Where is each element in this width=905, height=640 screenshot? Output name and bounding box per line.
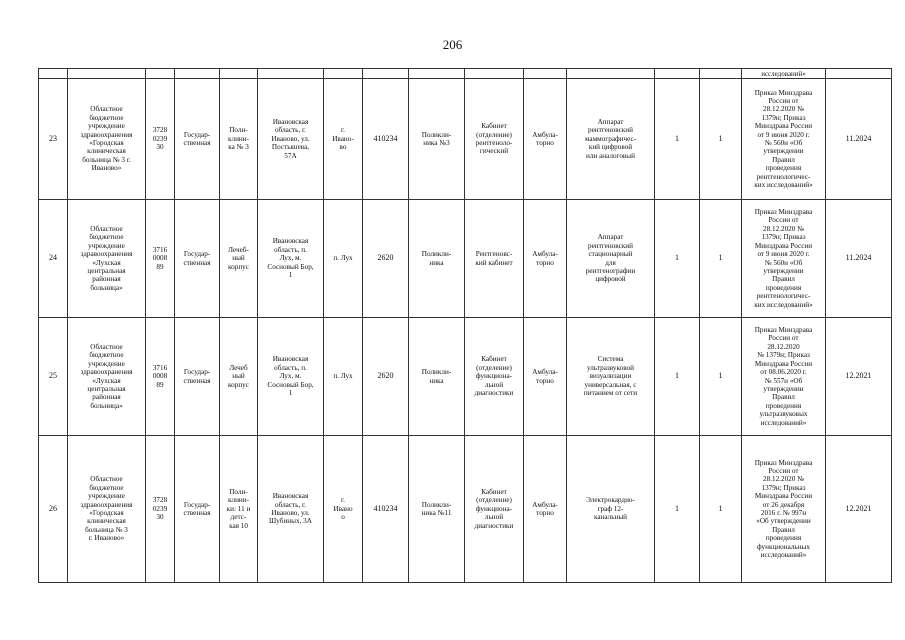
address-cell: Ивановская область, г. Иваново, ул. Шубиных, 3А	[258, 436, 324, 583]
ownership-cell: Государ- ственная	[175, 436, 220, 583]
division-cell: Лечеб- ный корпус	[220, 200, 258, 318]
table-row	[39, 79, 892, 200]
code-cell: 2620	[363, 318, 409, 436]
inn-cell: 3716 0008 89	[146, 200, 175, 318]
room-cell: Кабинет (отделение) функциона- льной диагностики	[465, 318, 524, 436]
division-cell: Лечеб ный корпус	[220, 318, 258, 436]
department-cell: Поликли- ника	[409, 318, 465, 436]
quantity-cell: 1	[700, 79, 742, 200]
address-cell: Ивановская область, г. Иваново, ул. Постышева, 57А	[258, 79, 324, 200]
care-type-cell: Амбула- торно	[524, 200, 567, 318]
quantity-cell: 1	[655, 200, 700, 318]
page-number: 206	[442, 37, 463, 52]
row-number-cell: 25	[39, 318, 68, 436]
organization-cell: Областное бюджетное учреждение здравоохранения «Лухская центральная районная больница»	[68, 318, 146, 436]
care-type-cell: Амбула- торно	[524, 318, 567, 436]
equipment-register-table	[38, 68, 892, 583]
ownership-cell: Государ- ственная	[175, 79, 220, 200]
date-cell: 12.2021	[826, 436, 892, 583]
row-number-cell: 26	[39, 436, 68, 583]
ownership-cell: Государ- ственная	[175, 200, 220, 318]
row-number-cell: 23	[39, 79, 68, 200]
city-cell: г. Ивано о	[324, 436, 363, 583]
city-cell: г. Ивано- во	[324, 79, 363, 200]
city-cell: п. Лух	[324, 318, 363, 436]
care-type-cell: Амбула- торно	[524, 436, 567, 583]
date-cell: 12.2021	[826, 318, 892, 436]
address-cell: Ивановская область, п. Лух, м. Сосновый Бор, 1	[258, 200, 324, 318]
care-type-cell: Амбула- торно	[524, 79, 567, 200]
legal-basis-cell: Приказ Минздрава России от 28.12.2020 № 1379н; Приказ Минздрава России от 26 декабря 2016 г. № 997н «Об утверждении Правил проведения функциональных исследований»	[742, 436, 826, 583]
quantity-cell: 1	[700, 436, 742, 583]
inn-cell: 3728 0239 30	[146, 79, 175, 200]
quantity-cell: 1	[700, 200, 742, 318]
equipment-cell: Аппарат рентгеновский стационарный для рентгенографии цифровой	[567, 200, 655, 318]
department-cell: Поликли- ника №3	[409, 79, 465, 200]
continuation-row	[39, 69, 892, 79]
equipment-cell: Система ультразвуковой визуализации универсальная, с питанием от сети	[567, 318, 655, 436]
ownership-cell: Государ- ственная	[175, 318, 220, 436]
quantity-cell: 1	[700, 318, 742, 436]
equipment-cell: Электрокардио- граф 12- канальный	[567, 436, 655, 583]
date-cell: 11.2024	[826, 200, 892, 318]
date-cell: 11.2024	[826, 79, 892, 200]
city-cell: п. Лух	[324, 200, 363, 318]
code-cell: 410234	[363, 79, 409, 200]
department-cell: Поликли- ника №11	[409, 436, 465, 583]
equipment-cell: Аппарат рентгеновский маммографичес- кий цифровой или аналоговый	[567, 79, 655, 200]
quantity-cell: 1	[655, 436, 700, 583]
address-cell: Ивановская область, п. Лух, м. Сосновый Бор, 1	[258, 318, 324, 436]
inn-cell: 3728 0239 30	[146, 436, 175, 583]
room-cell: Кабинет (отделение) рентгеноло- гический	[465, 79, 524, 200]
legal-basis-cell: Приказ Минздрава России от 28.12.2020 № 1379н; Приказ Минздрава России от 9 июня 2020 г. № 560н «Об утверждении Правил проведения рентгенологичес- ких исследований»	[742, 79, 826, 200]
organization-cell: Областное бюджетное учреждение здравоохранения «Городская клиническая больница № 3 г. Иваново»	[68, 79, 146, 200]
row-number-cell: 24	[39, 200, 68, 318]
code-cell: 2620	[363, 200, 409, 318]
quantity-cell: 1	[655, 318, 700, 436]
table-row	[39, 318, 892, 436]
organization-cell: Областное бюджетное учреждение здравоохранения «Городская клиническая больница № 3 г. Иваново»	[68, 436, 146, 583]
inn-cell: 3716 0008 89	[146, 318, 175, 436]
table-row	[39, 436, 892, 583]
division-cell: Поли- клини- ка № 3	[220, 79, 258, 200]
legal-basis-cell: Приказ Минздрава России от 28.12.2020 № 1379н; Приказ Минздрава России от 08.06.2020 г. № 557н «Об утверждении Правил проведения ультразвуковых исследований»	[742, 318, 826, 436]
basis-continuation-cell: исследований»	[742, 69, 826, 79]
room-cell: Кабинет (отделение) функциона- льной диагностики	[465, 436, 524, 583]
organization-cell: Областное бюджетное учреждение здравоохранения «Лухская центральная районная больница»	[68, 200, 146, 318]
room-cell: Рентгеновс- кий кабинет	[465, 200, 524, 318]
department-cell: Поликли- ника	[409, 200, 465, 318]
code-cell: 410234	[363, 436, 409, 583]
division-cell: Поли- клини- ки: 11 и детс- кая 10	[220, 436, 258, 583]
table-row	[39, 200, 892, 318]
quantity-cell: 1	[655, 79, 700, 200]
legal-basis-cell: Приказ Минздрава России от 28.12.2020 № 1379н; Приказ Минздрава России от 9 июня 2020 г. № 560н «Об утверждении Правил проведения рентгенологичес- ких исследований»	[742, 200, 826, 318]
